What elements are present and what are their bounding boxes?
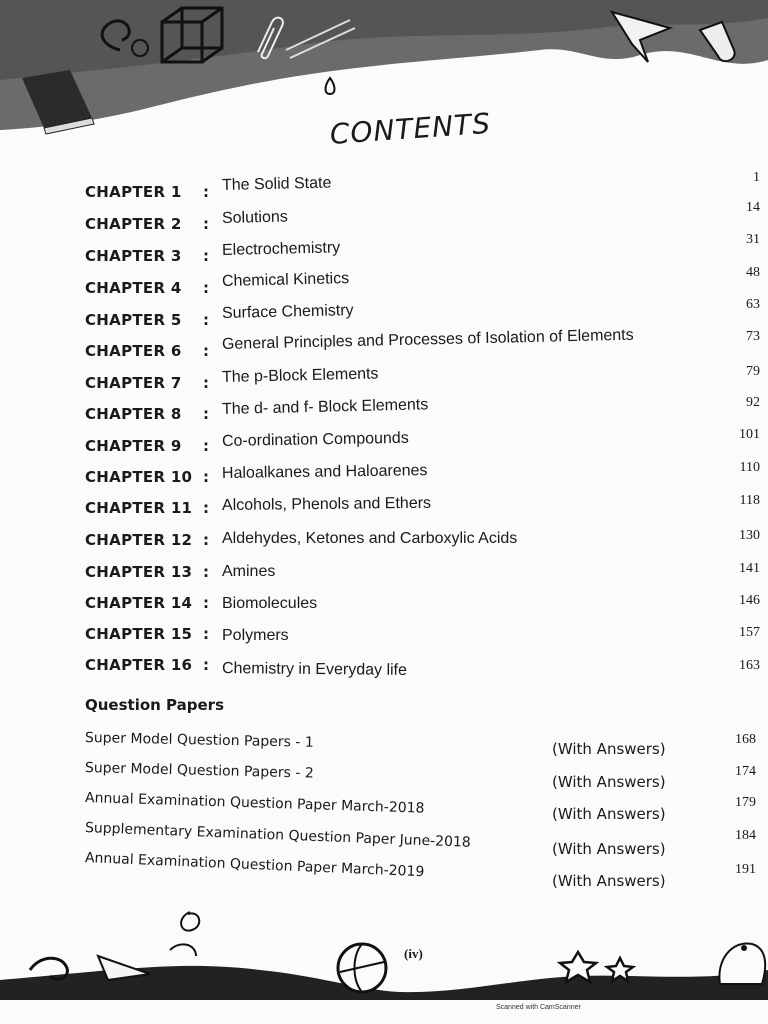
chapter-page-number: 1 xyxy=(753,170,760,185)
chapter-title: The Solid State xyxy=(221,174,332,194)
answers-note: (With Answers) xyxy=(552,773,666,791)
answers-note: (With Answers) xyxy=(552,840,666,858)
chapter-page-number: 157 xyxy=(739,625,760,640)
colon-separator: : xyxy=(203,247,209,265)
chapter-title: Surface Chemistry xyxy=(221,302,354,322)
chapter-row[interactable] xyxy=(0,326,768,368)
colon-separator: : xyxy=(203,468,209,486)
chapter-label: CHAPTER 9 xyxy=(85,437,182,455)
chapter-title: Polymers xyxy=(222,627,289,644)
question-paper-title: Annual Examination Question Paper March-2018 xyxy=(84,790,425,817)
question-paper-title: Supplementary Examination Question Paper June-2018 xyxy=(84,820,472,851)
question-paper-page-number: 191 xyxy=(735,862,756,877)
chapter-page-number: 101 xyxy=(739,427,760,442)
chapter-label: CHAPTER 3 xyxy=(85,247,182,265)
chapter-page-number: 31 xyxy=(746,232,760,247)
chapter-title: Co-ordination Compounds xyxy=(221,429,409,450)
chapter-page-number: 92 xyxy=(746,395,760,410)
chapter-label: CHAPTER 14 xyxy=(85,594,193,612)
answers-note: (With Answers) xyxy=(552,740,666,758)
question-papers-heading: Question Papers xyxy=(85,696,224,714)
colon-separator: : xyxy=(203,311,209,329)
chapter-title: Alcohols, Phenols and Ethers xyxy=(221,494,432,514)
chapter-label: CHAPTER 2 xyxy=(85,215,182,233)
chapter-label: CHAPTER 1 xyxy=(85,183,182,201)
chapter-label: CHAPTER 11 xyxy=(85,499,193,517)
chapter-page-number: 163 xyxy=(739,658,760,673)
chapter-row[interactable] xyxy=(0,594,768,620)
chapter-page-number: 118 xyxy=(739,493,760,508)
science-doodle-footer xyxy=(0,900,768,1000)
question-paper-row[interactable] xyxy=(0,730,768,756)
chapter-title: The d- and f- Block Elements xyxy=(221,396,429,418)
chapter-row[interactable] xyxy=(0,232,768,273)
chapter-page-number: 63 xyxy=(746,297,760,312)
question-paper-title: Super Model Question Papers - 2 xyxy=(84,760,314,782)
scanner-watermark: Scanned with CamScanner xyxy=(496,1004,581,1011)
chapter-label: CHAPTER 16 xyxy=(85,656,193,674)
question-paper-row[interactable] xyxy=(0,790,768,823)
colon-separator: : xyxy=(203,405,209,423)
question-paper-row[interactable] xyxy=(0,820,768,858)
answers-note: (With Answers) xyxy=(552,805,666,823)
colon-separator: : xyxy=(203,563,209,581)
bottom-decorative-banner xyxy=(0,900,768,1000)
chapter-title: Haloalkanes and Haloarenes xyxy=(221,462,428,482)
chapter-row[interactable] xyxy=(0,265,768,305)
chapter-row[interactable] xyxy=(0,170,768,209)
chapter-label: CHAPTER 7 xyxy=(85,374,182,392)
answers-note: (With Answers) xyxy=(552,872,666,890)
colon-separator: : xyxy=(203,215,209,233)
chapter-title: Amines xyxy=(222,563,276,580)
chapter-label: CHAPTER 8 xyxy=(85,405,182,423)
colon-separator: : xyxy=(203,279,209,297)
colon-separator: : xyxy=(203,183,209,201)
colon-separator: : xyxy=(203,656,209,674)
chapter-page-number: 73 xyxy=(746,329,760,344)
chapter-label: CHAPTER 4 xyxy=(85,279,182,297)
colon-separator: : xyxy=(203,342,209,360)
chapter-label: CHAPTER 5 xyxy=(85,311,182,329)
chapter-row[interactable] xyxy=(0,528,768,557)
chapter-page-number: 110 xyxy=(739,460,760,475)
chapter-page-number: 146 xyxy=(739,593,760,608)
page-title: CONTENTS xyxy=(328,106,492,151)
question-paper-row[interactable] xyxy=(0,850,768,890)
chapter-title: Aldehydes, Ketones and Carboxylic Acids xyxy=(222,530,518,547)
chapter-title: Chemical Kinetics xyxy=(221,270,350,290)
question-paper-row[interactable] xyxy=(0,760,768,791)
question-paper-page-number: 184 xyxy=(735,828,756,843)
chapter-page-number: 48 xyxy=(746,265,760,280)
chapter-title: Biomolecules xyxy=(222,595,318,612)
chapter-title: Solutions xyxy=(221,208,288,227)
chapter-title: The p-Block Elements xyxy=(221,365,379,386)
chapter-row[interactable] xyxy=(0,427,768,463)
chapter-label: CHAPTER 10 xyxy=(85,468,193,486)
colon-separator: : xyxy=(203,374,209,392)
chapter-label: CHAPTER 12 xyxy=(85,531,193,549)
question-paper-page-number: 179 xyxy=(735,795,756,810)
chapter-row[interactable] xyxy=(0,200,768,241)
chapter-title: Electrochemistry xyxy=(221,239,341,259)
colon-separator: : xyxy=(203,437,209,455)
chapter-page-number: 130 xyxy=(739,528,760,543)
chapter-row[interactable] xyxy=(0,395,768,431)
colon-separator: : xyxy=(203,625,209,643)
chapter-page-number: 141 xyxy=(739,561,760,576)
question-paper-title: Super Model Question Papers - 1 xyxy=(84,730,314,751)
chapter-row[interactable] xyxy=(0,460,768,494)
colon-separator: : xyxy=(203,499,209,517)
colon-separator: : xyxy=(203,594,209,612)
chapter-page-number: 79 xyxy=(746,364,760,379)
chapter-row[interactable] xyxy=(0,625,768,651)
chapter-title: Chemistry in Everyday life xyxy=(221,660,408,679)
chapter-row[interactable] xyxy=(0,493,768,525)
question-paper-title: Annual Examination Question Paper March-2019 xyxy=(84,850,425,881)
chapter-title: General Principles and Processes of Isolation of Elements xyxy=(221,326,634,353)
chapter-label: CHAPTER 6 xyxy=(85,342,182,360)
page-number: (iv) xyxy=(404,946,423,961)
chapter-row[interactable] xyxy=(0,563,768,589)
question-paper-page-number: 168 xyxy=(735,732,756,747)
chapter-row[interactable] xyxy=(0,364,768,400)
chapter-page-number: 14 xyxy=(746,200,760,215)
question-paper-page-number: 174 xyxy=(735,764,756,779)
chapter-label: CHAPTER 15 xyxy=(85,625,193,643)
colon-separator: : xyxy=(203,531,209,549)
chapter-label: CHAPTER 13 xyxy=(85,563,193,581)
chapter-row[interactable] xyxy=(0,656,768,682)
